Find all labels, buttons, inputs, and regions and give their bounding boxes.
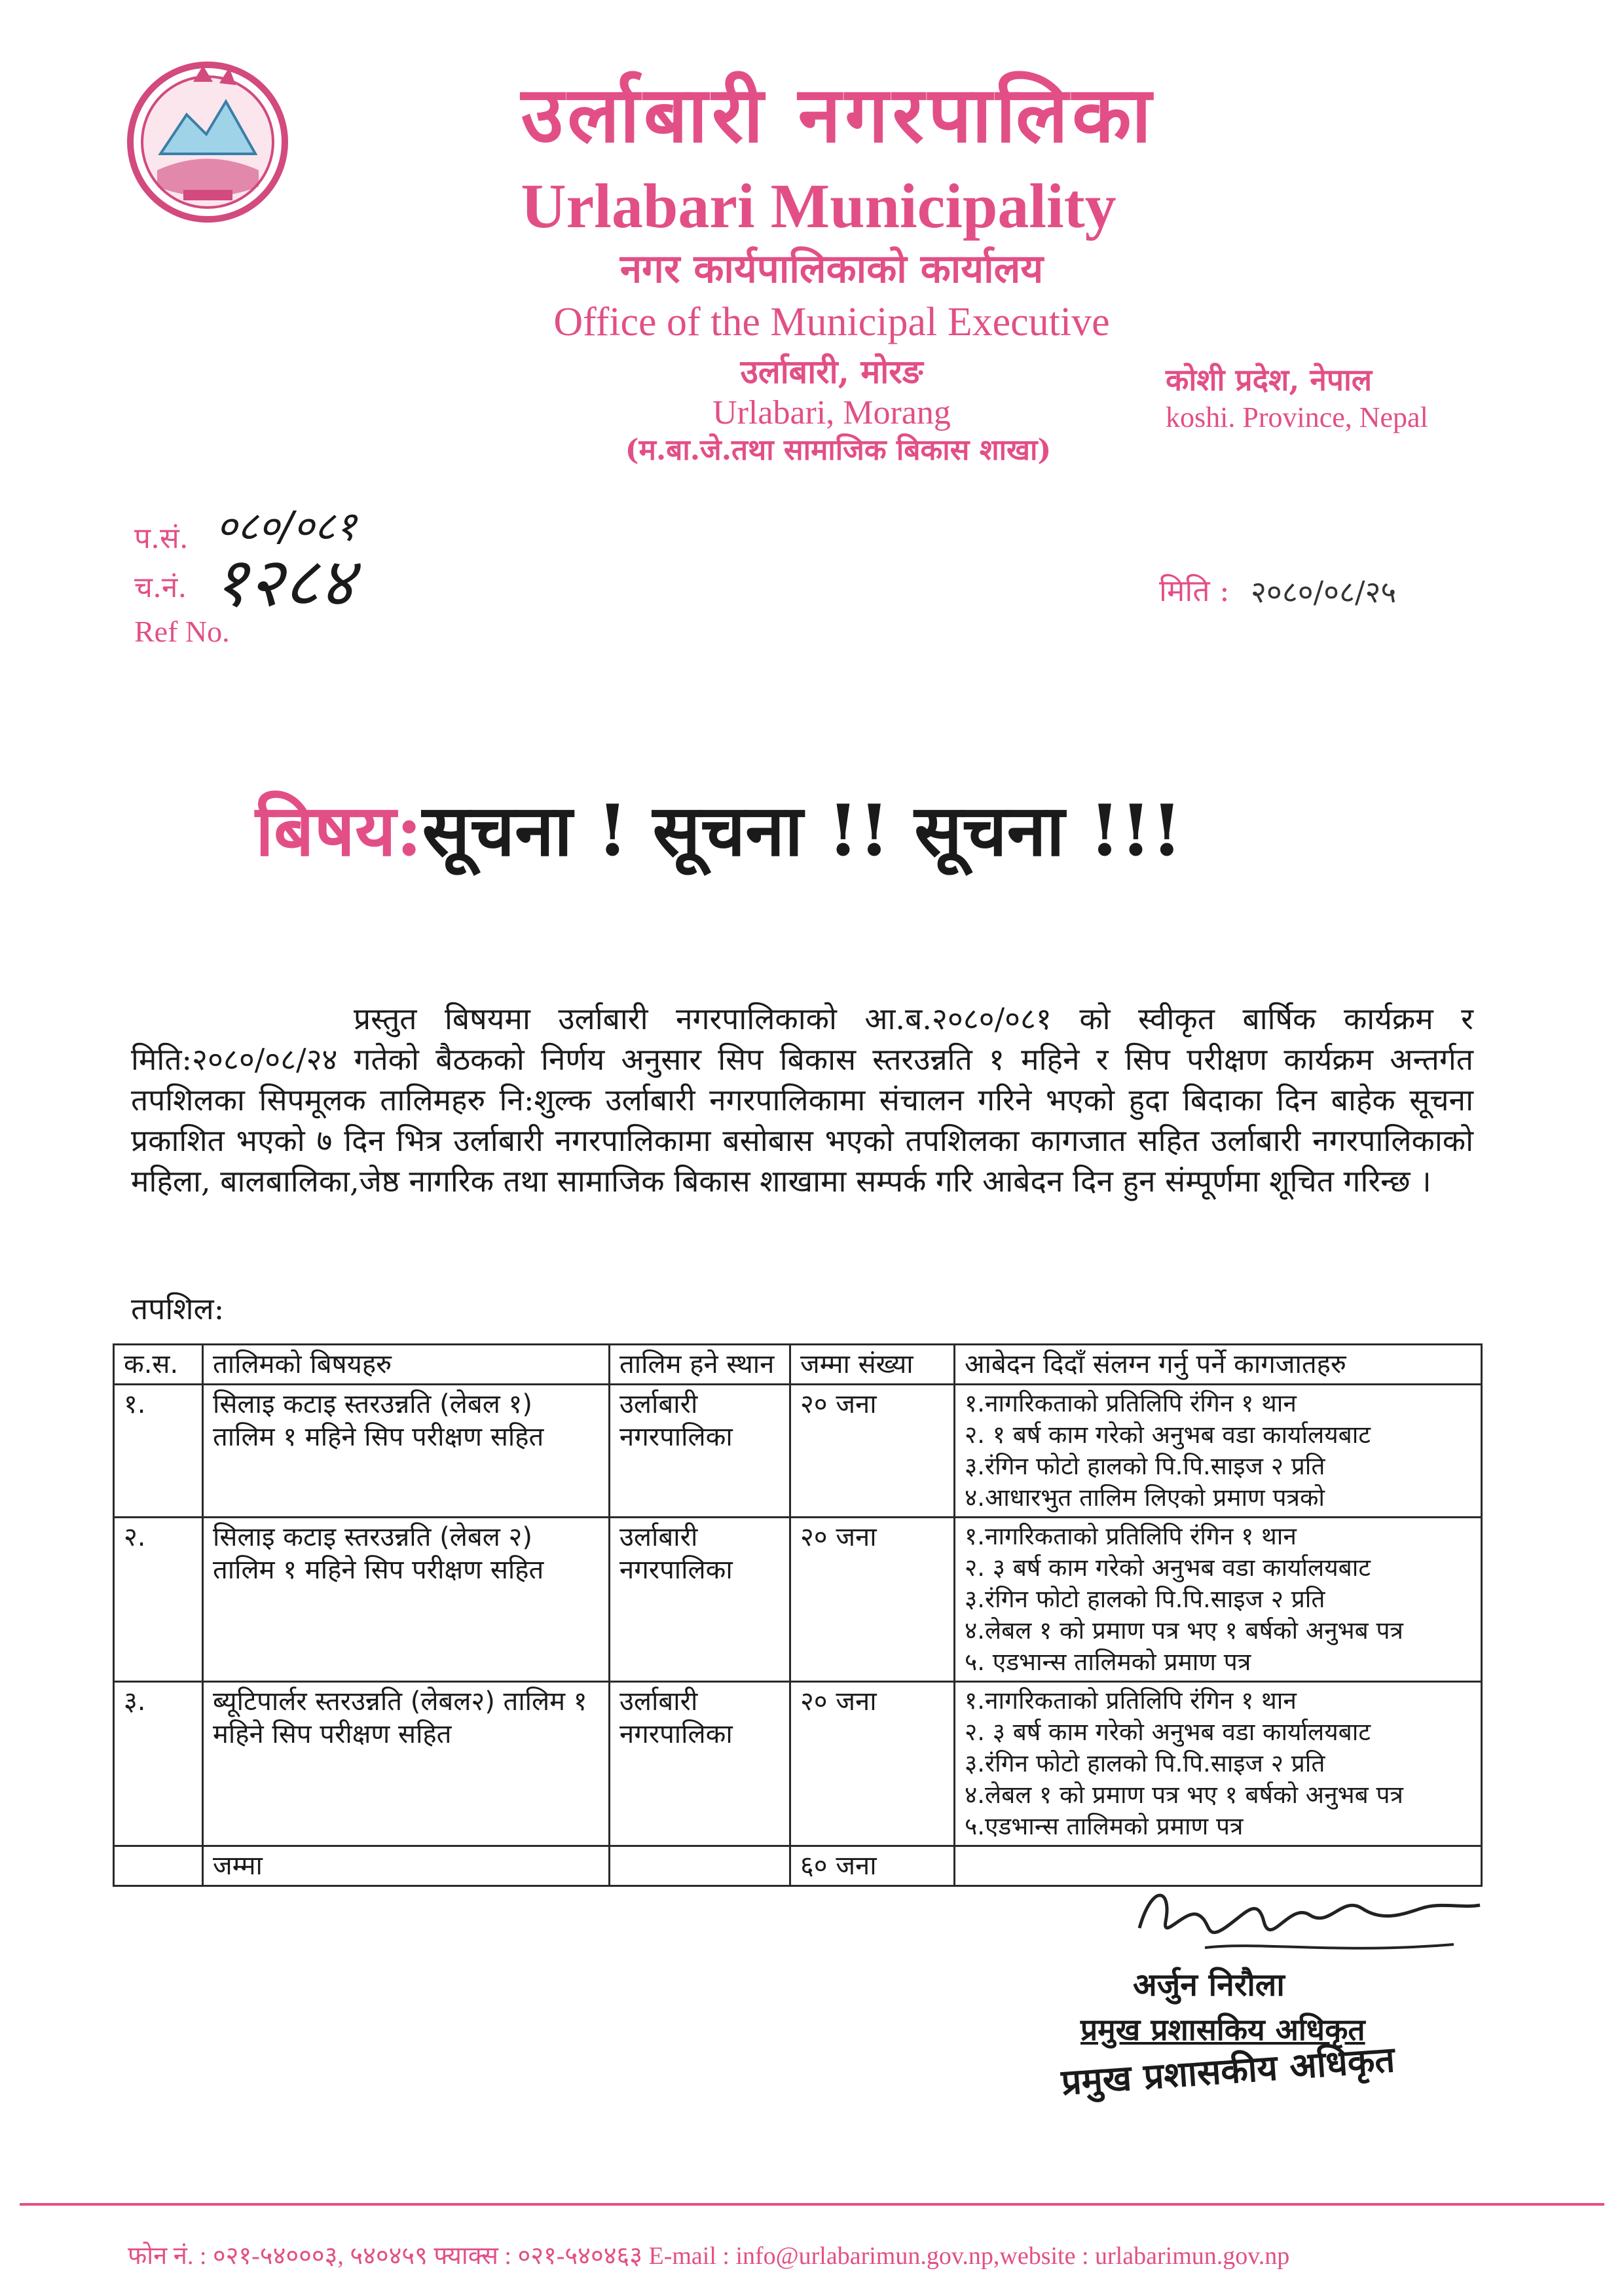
header-sn: क.स. [114, 1345, 203, 1385]
header-documents: आबेदन दिदाँ संलग्न गर्नु पर्ने कागजातहरु [955, 1345, 1482, 1385]
cell-empty [610, 1846, 790, 1886]
training-table [113, 1343, 1483, 1887]
province-nepali: कोशी प्रदेश, नेपाल [1166, 362, 1373, 397]
total-count: ६० जना [790, 1846, 955, 1886]
cell-place: उर्लाबारी नगरपालिका [610, 1682, 790, 1846]
document-item: ३.रंगिन फोटो हालको पि.पि.साइज २ प्रति [965, 1585, 1325, 1613]
subject-label: बिषय: [255, 790, 422, 872]
cn-label: च.नं. [134, 571, 187, 604]
nepal-emblem-icon [121, 56, 295, 229]
document-item: ५.एडभान्स तालिमको प्रमाण पत्र [965, 1812, 1244, 1840]
document-item: १.नागरिकताको प्रतिलिपि रंगिन १ थान [965, 1522, 1297, 1550]
handwritten-signature [1126, 1869, 1493, 1974]
table-row [114, 1682, 1482, 1846]
cell-count: २० जना [790, 1518, 955, 1682]
cell-documents [955, 1518, 1482, 1682]
header-count: जम्मा संख्या [790, 1345, 955, 1385]
cell-sn: १. [114, 1385, 203, 1518]
document-item: ५. एडभान्स तालिमको प्रमाण पत्र [965, 1648, 1251, 1676]
signatory-stamp: प्रमुख प्रशासकीय अधिकृत [1060, 2038, 1397, 2104]
subject-text: सूचना ! सूचना !! सूचना !!! [422, 790, 1183, 872]
place-nepali: उर्लाबारी, मोरङ [740, 352, 923, 391]
office-title-nepali: नगर कार्यपालिकाको कार्यालय [619, 246, 1044, 292]
table-row [114, 1385, 1482, 1518]
cn-value: १२८४ [213, 542, 355, 622]
office-title-english: Office of the Municipal Executive [553, 300, 1110, 344]
branch-name: (म.बा.जे.तथा सामाजिक बिकास शाखा) [625, 433, 1052, 467]
cell-subject: सिलाइ कटाइ स्तरउन्नति (लेबल २) तालिम १ महिने सिप परीक्षण सहित [203, 1518, 610, 1682]
municipality-title-nepali: उर्लाबारी नगरपालिका [521, 69, 1156, 160]
header-subject: तालिमको बिषयहरु [203, 1345, 610, 1385]
cell-subject: ब्यूटिपार्लर स्तरउन्नति (लेबल२) तालिम १ महिने सिप परीक्षण सहित [203, 1682, 610, 1846]
province-english: koshi. Province, Nepal [1166, 401, 1428, 433]
document-item: ४.लेबल १ को प्रमाण पत्र भए १ बर्षको अनुभब पत्र [965, 1616, 1403, 1645]
table-header-row [114, 1345, 1482, 1385]
document-item: ४.आधारभुत तालिम लिएको प्रमाण पत्रको [965, 1484, 1325, 1512]
footer-divider [20, 2203, 1604, 2206]
signatory-name: अर्जुन निरौला [1133, 1967, 1285, 2003]
document-item: १.नागरिकताको प्रतिलिपि रंगिन १ थान [965, 1686, 1297, 1715]
cell-count: २० जना [790, 1385, 955, 1518]
header-place: तालिम हने स्थान [610, 1345, 790, 1385]
cell-sn: ३. [114, 1682, 203, 1846]
cell-place: उर्लाबारी नगरपालिका [610, 1518, 790, 1682]
date-label: मिति : [1159, 573, 1230, 608]
cell-place: उर्लाबारी नगरपालिका [610, 1385, 790, 1518]
ps-label: प.सं. [134, 522, 189, 555]
document-item: ३.रंगिन फोटो हालको पि.पि.साइज २ प्रति [965, 1749, 1325, 1777]
document-item: २. १ बर्ष काम गरेको अनुभब वडा कार्यालयबाट [965, 1421, 1371, 1449]
notice-body: प्रस्तुत बिषयमा उर्लाबारी नगरपालिकाको आ.ब.२०८०/०८१ को स्वीकृत बार्षिक कार्यक्रम र मिति:२०८०/०८/२४ गतेको बैठकको निर्णय अनुसार सिप बिकास स्तरउन्नति १ महिने र सिप परीक्षण कार्यक्रम अन्तर्गत तपशिलका सिपमूलक तालिमहरु नि:शुल्क उर्लाबारी नगरपालिकामा संचालन गरिने भएको हुदा बिदाका दिन बाहेक सूचना प्रकाशित भएको ७ दिन भित्र उर्लाबारी नगरपालिकामा बसोबास भएको तपशिलका कागजात सहित उर्लाबारी नगरपालिकाको महिला, बालबालिका,जेष्ठ नागरिक तथा सामाजिक बिकास शाखामा सम्पर्क गरि आबेदन दिन हुन संम्पूर्णमा शूचित गरिन्छ । [131, 1001, 1473, 1199]
document-item: १.नागरिकताको प्रतिलिपि रंगिन १ थान [965, 1389, 1297, 1417]
footer-contact: फोन नं. : ०२१-५४०००३, ५४०४५९ फ्याक्स : ०२१-५४०४६३ E-mail : info@urlabarimun.gov.np,website : urlabarimun.gov.np [128, 2242, 1290, 2270]
document-item: ४.लेबल १ को प्रमाण पत्र भए १ बर्षको अनुभब पत्र [965, 1781, 1403, 1809]
cell-documents [955, 1682, 1482, 1846]
place-english: Urlabari, Morang [712, 394, 951, 431]
date-value: २०८०/०८/२५ [1251, 574, 1397, 610]
subject-line [255, 789, 1434, 874]
document-item: ३.रंगिन फोटो हालको पि.पि.साइज २ प्रति [965, 1452, 1325, 1480]
cell-documents [955, 1385, 1482, 1518]
municipality-title-english: Urlabari Municipality [521, 171, 1116, 241]
document-item: २. ३ बर्ष काम गरेको अनुभब वडा कार्यालयबाट [965, 1554, 1371, 1582]
cell-sn: २. [114, 1518, 203, 1682]
cell-count: २० जना [790, 1682, 955, 1846]
ps-value: ०८०/०८१ [216, 502, 357, 550]
ref-no-label: Ref No. [134, 615, 230, 648]
tapashil-label: तपशिल: [131, 1291, 225, 1326]
total-label: जम्मा [203, 1846, 610, 1886]
table-row [114, 1518, 1482, 1682]
cell-empty [114, 1846, 203, 1886]
document-item: २. ३ बर्ष काम गरेको अनुभब वडा कार्यालयबाट [965, 1718, 1371, 1746]
signatory-title: प्रमुख प्रशासकिय अधिकृत [1080, 2012, 1365, 2047]
cell-subject: सिलाइ कटाइ स्तरउन्नति (लेबल १) तालिम १ महिने सिप परीक्षण सहित [203, 1385, 610, 1518]
